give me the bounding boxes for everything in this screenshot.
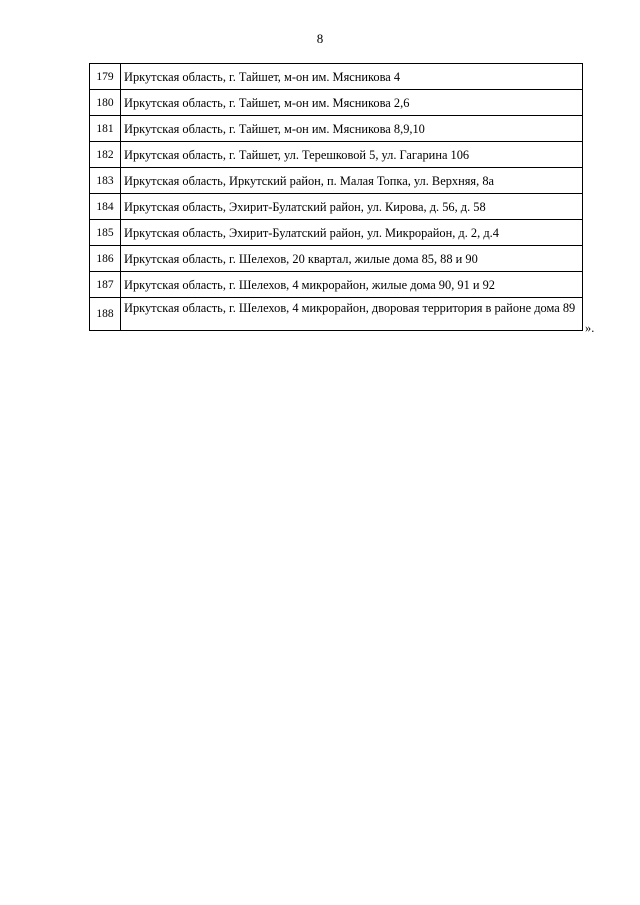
table-row bbox=[90, 142, 583, 168]
table-row bbox=[90, 64, 583, 90]
row-address: Иркутская область, Иркутский район, п. Малая Топка, ул. Верхняя, 8а bbox=[121, 168, 583, 194]
row-number: 180 bbox=[90, 90, 121, 116]
row-number: 179 bbox=[90, 64, 121, 90]
row-address: Иркутская область, г. Тайшет, м-он им. Мясникова 4 bbox=[121, 64, 583, 90]
row-number: 185 bbox=[90, 220, 121, 246]
row-address: Иркутская область, г. Шелехов, 4 микрорайон, жилые дома 90, 91 и 92 bbox=[121, 272, 583, 298]
row-number: 188 bbox=[90, 298, 121, 331]
row-number: 187 bbox=[90, 272, 121, 298]
row-number: 183 bbox=[90, 168, 121, 194]
table-row bbox=[90, 90, 583, 116]
table-row bbox=[90, 194, 583, 220]
address-table bbox=[89, 63, 583, 331]
row-number: 184 bbox=[90, 194, 121, 220]
row-address: Иркутская область, г. Тайшет, м-он им. Мясникова 8,9,10 bbox=[121, 116, 583, 142]
row-address: Иркутская область, г. Тайшет, ул. Терешковой 5, ул. Гагарина 106 bbox=[121, 142, 583, 168]
row-address: Иркутская область, Эхирит-Булатский район, ул. Микрорайон, д. 2, д.4 bbox=[121, 220, 583, 246]
closing-quote-mark: ». bbox=[585, 321, 595, 335]
row-address: Иркутская область, г. Шелехов, 20 квартал, жилые дома 85, 88 и 90 bbox=[121, 246, 583, 272]
row-address: Иркутская область, г. Тайшет, м-он им. Мясникова 2,6 bbox=[121, 90, 583, 116]
table-row bbox=[90, 116, 583, 142]
table-row bbox=[90, 168, 583, 194]
row-number: 182 bbox=[90, 142, 121, 168]
table-row bbox=[90, 272, 583, 298]
row-address: Иркутская область, Эхирит-Булатский район, ул. Кирова, д. 56, д. 58 bbox=[121, 194, 583, 220]
row-number: 186 bbox=[90, 246, 121, 272]
page-number: 8 bbox=[316, 31, 324, 46]
row-address: Иркутская область, г. Шелехов, 4 микрорайон, дворовая территория в районе дома 89 bbox=[121, 298, 583, 331]
row-number: 181 bbox=[90, 116, 121, 142]
table-row bbox=[90, 220, 583, 246]
table-row bbox=[90, 298, 583, 331]
table-row bbox=[90, 246, 583, 272]
